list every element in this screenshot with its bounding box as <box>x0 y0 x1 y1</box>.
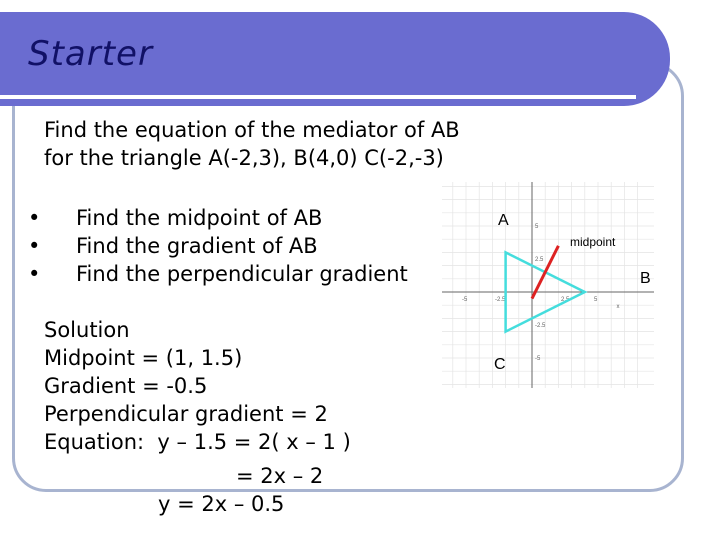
x-tick-label: -5 <box>462 297 468 303</box>
solution-perpendicular-gradient: Perpendicular gradient = 2 <box>44 402 328 426</box>
solution-equation-line-3: y = 2x – 0.5 <box>158 492 285 516</box>
point-label-b: B <box>640 270 651 287</box>
question-line-1: Find the equation of the mediator of AB <box>44 118 460 142</box>
solution-heading: Solution <box>44 318 130 342</box>
coordinate-graph <box>438 178 658 392</box>
x-tick-label: 5 <box>594 297 598 303</box>
point-label-a: A <box>498 212 509 229</box>
graph-grid <box>442 182 654 388</box>
task-item: • Find the midpoint of AB <box>28 206 408 234</box>
x-axis-letter: x <box>616 304 620 310</box>
solution-midpoint: Midpoint = (1, 1.5) <box>44 346 243 370</box>
x-tick-label: -2.5 <box>495 297 506 303</box>
point-label-c: C <box>494 356 506 373</box>
midpoint-label: midpoint <box>570 235 616 249</box>
y-tick-label: -5 <box>535 356 541 362</box>
y-tick-label: -2.5 <box>535 323 546 329</box>
task-item: • Find the gradient of AB <box>28 234 408 262</box>
task-list <box>28 206 408 290</box>
y-tick-label: 5 <box>535 224 539 230</box>
y-tick-label: 2.5 <box>535 257 544 263</box>
solution-gradient: Gradient = -0.5 <box>44 374 208 398</box>
x-tick-label: 2.5 <box>561 297 570 303</box>
question-line-2: for the triangle A(-2,3), B(4,0) C(-2,-3) <box>44 146 444 170</box>
task-item: • Find the perpendicular gradient <box>28 262 408 290</box>
slide-title: Starter <box>28 34 153 74</box>
solution-equation-line-2: = 2x – 2 <box>236 464 324 488</box>
solution-equation-line-1: Equation: y – 1.5 = 2( x – 1 ) <box>44 430 351 454</box>
